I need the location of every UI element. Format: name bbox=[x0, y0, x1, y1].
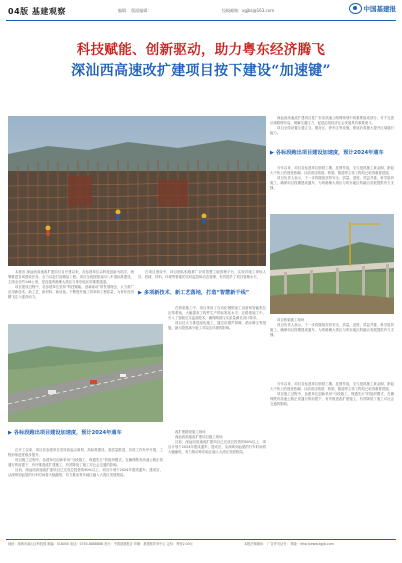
page-header bbox=[0, 0, 402, 22]
contact-email: 投稿邮箱：xgjbs@163.com bbox=[222, 8, 275, 13]
footer-address: 地址：深圳市南山区科技园 邮编：518000 电话：0755-8888888 发行：中国基建报社 印刷：基建报印务中心 定价：每份2.00元 bbox=[8, 542, 193, 546]
mid-paragraph: 在项目建设中，项目团队积极推广应用智慧工地管理平台，实现对施工现场人员、机械、材料、环境等要素的实时监控和动态管理，有效提升了项目管理水平。 bbox=[138, 270, 266, 279]
subhead-progress-right bbox=[270, 150, 394, 157]
triangle-bullet-icon: ▶ bbox=[8, 430, 12, 436]
page-section-label: 04版 基建观察 bbox=[8, 7, 66, 16]
right-body-paragraph: 项目负责人表示，下一步将继续坚持安全、质量、进度、效益并重，科学组织施工，确保项目按期建成通车，为粤港澳大湾区与粤东地区的融合发展提供有力支撑。 bbox=[270, 323, 394, 337]
bottom-mid-paragraph: 目前，深汕西高速改扩建项目已完成总投资的60%以上，项目计划于2024年建成通车。建成后，从深圳到汕尾的行车时间将大幅缩短，有力推动粤东地区融入大湾区发展格局。 bbox=[168, 440, 266, 454]
bottom-right-paragraph: 项目施工过程中，参建单位创新采用“分段施工、保通先行”的组织模式，在确保既有高速公路正常通行的前提下，有序推进改扩建施工，有效降低了施工对社会交通的影响。 bbox=[270, 392, 394, 406]
newspaper-logo bbox=[349, 3, 397, 14]
bottom-mid-text bbox=[168, 430, 266, 534]
bottom-right-text bbox=[270, 382, 394, 534]
bridge-caption-text bbox=[270, 318, 394, 378]
bridge-construction-photo bbox=[270, 214, 394, 314]
tech-paragraph: 项目还大力推进绿色施工，通过设置声屏障、洒水降尘等措施，最大限度减少施工对周边环境的影响。 bbox=[168, 321, 266, 330]
bottom-left-paragraph: 项目施工过程中，参建单位创新采用“分段施工、保通先行”的组织模式，在确保既有高速公路正常通行的前提下，有序推进改扩建施工，有效降低了施工对社会交通的影响。 bbox=[8, 458, 163, 467]
subhead-progress-right-title: 各标段跑出项目建设加速度，预计2024年通车 bbox=[275, 150, 384, 156]
road-caption: 改扩建路段施工现场 bbox=[175, 430, 206, 434]
intro-paragraph: 项目建设过程中，各参建单位坚持“科技赋能、创新驱动”的发展理念，大力推广应用新技术、新工艺、新材料、新设备，不断提升施工效率和工程质量，为粤东经济腾飞注入强劲动力。 bbox=[8, 285, 134, 299]
tech-paragraph: 在桥梁施工中，项目采用了自动化钢筋加工设备和智能张拉压浆系统，大幅提高了构件生产的标准化水平；在路基施工中，引入了智能压实监测技术，确保路基压实质量满足设计要求。 bbox=[168, 306, 266, 320]
subhead-tech bbox=[138, 290, 266, 297]
right-body-paragraph: 项目负责人表示，下一步将继续坚持安全、质量、进度、效益并重，科学组织施工，确保项目按期建成通车，为粤港澳大湾区与粤东地区的融合发展提供有力支撑。 bbox=[270, 176, 394, 190]
headline-primary: 科技赋能、创新驱动，助力粤东经济腾飞 bbox=[76, 42, 326, 58]
logo-text: 中国基建报 bbox=[363, 5, 396, 13]
intro-paragraph: 本报讯 深汕西高速改扩建项目自开建以来，各参建单位以科技创新为抓手，统筹推进各项建设任务，全力以赴打造精品工程。项目全线按照双向八车道标准建设，主线全长约146公里，是连接粤港澳大湾区与粤东地区的重要通道。 bbox=[8, 270, 134, 284]
main-caption: 深汕西高速改扩建项目施工现场 bbox=[175, 435, 223, 439]
triangle-bullet-icon: ▶ bbox=[270, 150, 274, 156]
headline-secondary: 深汕西高速改扩建项目按下建设“加速键” bbox=[71, 63, 331, 79]
right-column-body bbox=[270, 166, 394, 212]
road-construction-photo bbox=[8, 324, 163, 422]
header-divider bbox=[6, 20, 396, 21]
logo-icon bbox=[349, 3, 362, 14]
right-body-paragraph: 今年以来，项目各参建单位倒排工期、挂图作战，全力抢抓施工黄金期，掀起大干快上的建设热潮。目前项目路基、桥梁、隧道等主体工程均已取得重要进展。 bbox=[270, 166, 394, 175]
bottom-right-paragraph: 今年以来，项目各参建单位倒排工期、挂图作战，全力抢抓施工黄金期，掀起大干快上的建设热潮。目前项目路基、桥梁、隧道等主体工程均已取得重要进展。 bbox=[270, 382, 394, 391]
bridge-caption: 项目桥梁施工现场 bbox=[277, 318, 305, 322]
subhead-progress-left bbox=[8, 430, 163, 437]
page-footer bbox=[8, 542, 394, 560]
editor-info: 编辑： 版面编辑： bbox=[118, 8, 152, 13]
tech-text-column bbox=[168, 306, 266, 426]
subhead-progress-left-title: 各标段跑出项目建设加速度，预计2024年通车 bbox=[13, 430, 122, 436]
bottom-left-text bbox=[8, 448, 163, 534]
mid-text-column bbox=[138, 270, 266, 288]
right-column-top bbox=[270, 116, 394, 148]
right-top-paragraph: 项目全线设置互通立交、服务区、停车区等设施，建成后将极大提升区域通行能力。 bbox=[270, 126, 394, 135]
footer-divider bbox=[6, 539, 396, 540]
triangle-bullet-icon: ▶ bbox=[138, 290, 142, 296]
subhead-tech-title: 多项新技术、新工艺落地，打造“智慧新干线” bbox=[143, 290, 250, 296]
right-top-paragraph: 深汕西高速改扩建项目是广东省高速公路网规划中的重要组成部分，对于完善区域路网布局、缓解交通压力、促进沿线经济社会发展具有重要意义。 bbox=[270, 116, 394, 125]
bottom-left-paragraph: 目前，深汕西高速改扩建项目已完成总投资的60%以上，项目计划于2024年建成通车。建成后，从深圳到汕尾的行车时间将大幅缩短，有力推动粤东地区融入大湾区发展格局。 bbox=[8, 468, 163, 477]
bottom-left-paragraph: 自开工以来，项目各参建单位坚持高起点谋划、高标准建设、高质量推进，各项工作有序开展，工程形象进度稳步提升。 bbox=[8, 448, 163, 457]
intro-text-left bbox=[8, 270, 134, 320]
main-construction-photo bbox=[8, 116, 266, 266]
footer-legal: 本报法律顾问： 广告许可证号： 网址：http://www.zgjjb.com bbox=[244, 542, 334, 546]
